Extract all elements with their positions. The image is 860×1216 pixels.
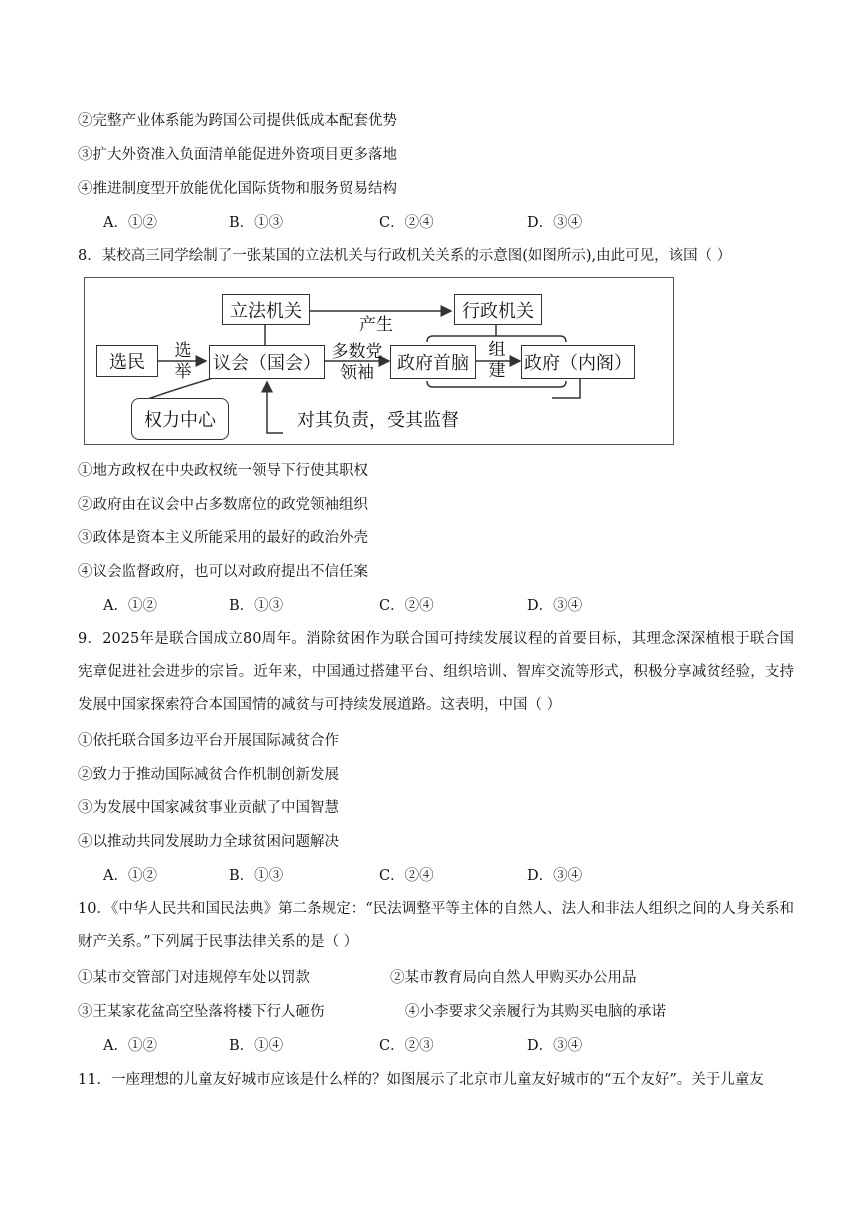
q8-stem: 8．某校高三同学绘制了一张某国的立法机关与行政机关关系的示意图(如图所示),由此可见，该国（ ） — [78, 248, 732, 264]
q7-options — [103, 213, 623, 233]
q10-options — [103, 1036, 623, 1056]
label-majority-2: 领袖 — [340, 363, 374, 383]
option-a[interactable]: A．①② — [103, 868, 157, 884]
box-legislature — [222, 294, 310, 325]
box-gov-head — [390, 345, 476, 379]
option-a[interactable]: A．①② — [103, 1038, 157, 1054]
q11-stem: 11．一座理想的儿童友好城市应该是什么样的？如图展示了北京市儿童友好城市的“五个友好”。关于儿童友 — [78, 1072, 764, 1088]
label-majority-leader — [325, 342, 389, 384]
option-b[interactable]: B．①④ — [229, 1038, 284, 1054]
q10-item-3: ③王某家花盆高空坠落将楼下行人砸伤 — [78, 1004, 325, 1020]
option-c[interactable]: C．②④ — [379, 215, 434, 231]
callout-power-center — [131, 398, 229, 440]
q8-item-1: ①地方政权在中央政权统一领导下行使其职权 — [78, 463, 368, 479]
option-c[interactable]: C．②③ — [379, 1038, 434, 1054]
option-a[interactable]: A．①② — [103, 215, 157, 231]
label-form-2: 建 — [488, 361, 506, 381]
option-c[interactable]: C．②④ — [379, 868, 434, 884]
option-d[interactable]: D．③④ — [527, 868, 583, 884]
box-cabinet-label: 政府（内阁） — [524, 353, 632, 374]
box-gov-head-label: 政府首脑 — [397, 353, 469, 374]
box-executive — [454, 294, 542, 325]
q8-item-4: ④议会监督政府，也可以对政府提出不信任案 — [78, 564, 368, 580]
q9-stem: 9．2025年是联合国成立80周年。消除贫困作为联合国可持续发展议程的首要目标，其理念深深植根于联合国宪章促进社会进步的宗旨。近年来，中国通过搭建平台、组织培训、智库交流等形式，积极分享减贫经验，支持发展中国家探索符合本国国情的减贫与可持续发展道路。这表明，中国（ ） — [78, 631, 794, 713]
q9-item-3: ③为发展中国家减贫事业贡献了中国智慧 — [78, 800, 339, 816]
label-elect — [169, 341, 197, 383]
option-d[interactable]: D．③④ — [527, 1038, 583, 1054]
q8-item-3: ③政体是资本主义所能采用的最好的政治外壳 — [78, 530, 368, 546]
q10-stem: 10．《中华人民共和国民法典》第二条规定：“民法调整平等主体的自然人、法人和非法人组织之间的人身关系和财产关系。”下列属于民事法律关系的是（ ） — [78, 901, 794, 950]
callout-power-center-label: 权力中心 — [144, 410, 216, 431]
box-cabinet — [521, 345, 635, 379]
q8-item-2: ②政府由在议会中占多数席位的政党领袖组织 — [78, 497, 368, 513]
box-voters — [96, 345, 158, 377]
q7-item-3: ③扩大外资准入负面清单能促进外资项目更多落地 — [78, 147, 397, 163]
q9-item-1: ①依托联合国多边平台开展国际减贫合作 — [78, 733, 339, 749]
q9-options — [103, 866, 623, 886]
label-elect-1: 选 — [174, 341, 192, 361]
option-d[interactable]: D．③④ — [527, 215, 583, 231]
legislature-executive-diagram — [84, 277, 674, 445]
q9-item-2: ②致力于推动国际减贫合作机制创新发展 — [78, 767, 339, 783]
option-d[interactable]: D．③④ — [527, 598, 583, 614]
label-elect-2: 举 — [174, 362, 192, 382]
label-majority-1: 多数党 — [331, 342, 383, 362]
box-parliament-label: 议会（国会） — [213, 353, 321, 374]
box-parliament — [209, 345, 325, 379]
box-executive-label: 行政机关 — [462, 300, 534, 322]
label-form — [483, 340, 511, 382]
box-voters-label: 选民 — [109, 352, 145, 373]
label-responsible-text: 对其负责，受其监督 — [297, 410, 459, 431]
option-b[interactable]: B．①③ — [229, 215, 284, 231]
q7-item-4: ④推进制度型开放能优化国际货物和服务贸易结构 — [78, 181, 397, 197]
option-c[interactable]: C．②④ — [379, 598, 434, 614]
label-form-1: 组 — [488, 340, 506, 360]
label-produce: 产生 — [359, 315, 393, 335]
option-b[interactable]: B．①③ — [229, 868, 284, 884]
q10-item-2: ②某市教育局向自然人甲购买办公用品 — [390, 970, 637, 986]
q10-item-1: ①某市交管部门对违规停车处以罚款 — [78, 970, 310, 986]
label-responsible — [283, 404, 473, 434]
q9-item-4: ④以推动共同发展助力全球贫困问题解决 — [78, 834, 339, 850]
q7-item-2: ②完整产业体系能为跨国公司提供低成本配套优势 — [78, 113, 397, 129]
box-legislature-label: 立法机关 — [230, 300, 302, 322]
q8-options — [103, 596, 623, 616]
option-b[interactable]: B．①③ — [229, 598, 284, 614]
q10-item-4: ④小李要求父亲履行为其购买电脑的承诺 — [405, 1004, 666, 1020]
option-a[interactable]: A．①② — [103, 598, 157, 614]
